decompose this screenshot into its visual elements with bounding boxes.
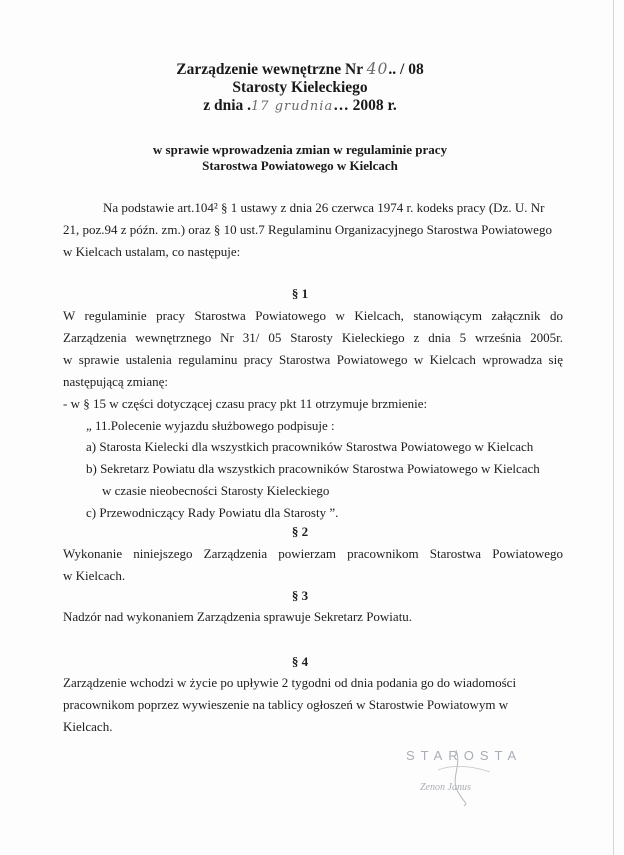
- section-1-item-c: c) Przewodniczący Rady Powiatu dla Starosty ”.: [86, 505, 339, 520]
- preamble-line-2: 21, poz.94 z późn. zm.) oraz § 10 ust.7 Regulaminu Organizacyjnego Starostwa Powiatowego: [63, 222, 552, 237]
- title-suffix: .. / 08: [388, 61, 424, 78]
- section-1-line-4: następującą zmianę:: [63, 374, 169, 389]
- title-line: [0, 60, 600, 79]
- section-1-quote-start: „ 11.Polecenie wyjazdu służbowego podpisuje :: [86, 418, 335, 433]
- issuer-line: Starosty Kieleckiego: [232, 79, 368, 96]
- section-2-line-1: Wykonanie niniejszego Zarządzenia powierzam pracownikom Starostwa Powiatowego: [63, 546, 563, 561]
- stamp-title: STAROSTA: [406, 748, 523, 763]
- date-suffix: … 2008 r.: [333, 97, 397, 114]
- date-line: [0, 97, 600, 115]
- section-3-line-1: Nadzór nad wykonaniem Zarządzenia sprawuje Sekretarz Powiatu.: [63, 609, 413, 624]
- section-1-item-b-cont: w czasie nieobecności Starosty Kieleckiego: [102, 483, 330, 498]
- handwritten-number: 40: [366, 60, 389, 78]
- section-3-heading: § 3: [291, 588, 309, 603]
- section-1-line-5: - w § 15 w części dotyczącej czasu pracy pkt 11 otrzymuje brzmienie:: [63, 396, 428, 411]
- signature-icon: [398, 748, 518, 808]
- section-4-line-3: Kielcach.: [63, 719, 113, 734]
- section-1-line-1: W regulaminie pracy Starostwa Powiatowego w Kielcach, stanowiącym załącznik do: [63, 308, 563, 323]
- section-1-item-a: a) Starosta Kielecki dla wszystkich pracowników Starostwa Powiatowego w Kielcach: [86, 439, 534, 454]
- section-1-line-2: Zarządzenia wewnętrznego Nr 31/ 05 Starosty Kieleckiego z dnia 5 września 2005r.: [63, 330, 563, 345]
- page-edge: [613, 0, 614, 855]
- date-prefix: z dnia .: [203, 97, 252, 114]
- preamble-line-1: Na podstawie art.104² § 1 ustawy z dnia 26 czerwca 1974 r. kodeks pracy (Dz. U. Nr: [103, 200, 545, 215]
- section-1-item-b: b) Sekretarz Powiatu dla wszystkich pracowników Starostwa Powiatowego w Kielcach: [86, 461, 540, 476]
- section-2-heading: § 2: [291, 524, 309, 539]
- section-4-line-2: pracownikom poprzez wywieszenie na tablicy ogłoszeń w Starostwie Powiatowym w: [63, 697, 509, 712]
- section-1-heading: § 1: [291, 286, 309, 301]
- subject-line-2: Starostwa Powiatowego w Kielcach: [202, 158, 398, 173]
- section-2-line-2: w Kielcach.: [63, 568, 126, 583]
- section-1-line-3: w sprawie ustalenia regulaminu pracy Starostwa Powiatowego w Kielcach wprowadza się: [63, 352, 563, 367]
- subject-line-1: w sprawie wprowadzenia zmian w regulaminie pracy: [152, 142, 448, 157]
- preamble-line-3: w Kielcach ustalam, co następuje:: [63, 244, 241, 259]
- section-4-heading: § 4: [291, 654, 309, 669]
- title-prefix: Zarządzenie wewnętrzne Nr: [176, 61, 363, 78]
- official-stamp: [398, 748, 523, 808]
- stamp-subtitle: Zenon Janus: [420, 782, 471, 793]
- handwritten-date: 17 grudnia: [251, 99, 334, 114]
- section-4-line-1: Zarządzenie wchodzi w życie po upływie 2 tygodni od dnia podania go do wiadomości: [63, 675, 517, 690]
